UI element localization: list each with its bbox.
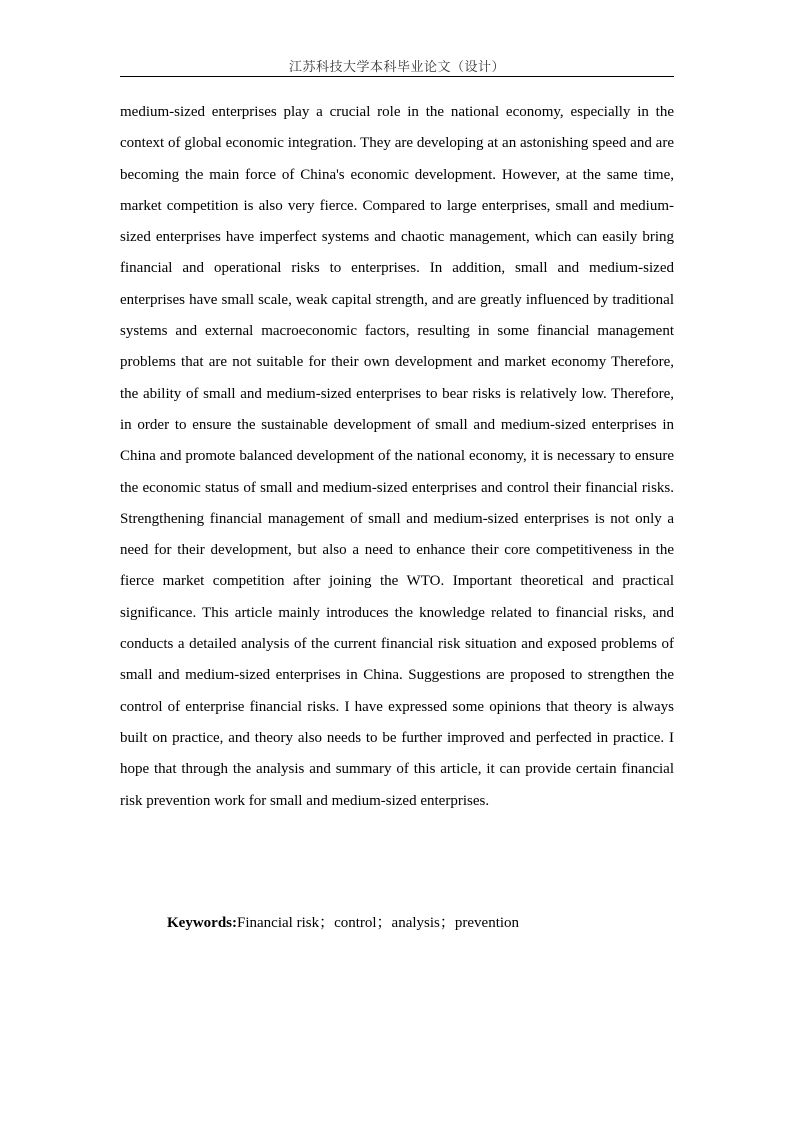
header-divider xyxy=(120,76,674,77)
running-header: 江苏科技大学本科毕业论文（设计） xyxy=(288,60,505,75)
keywords-label: Keywords: xyxy=(167,915,237,931)
keywords-value: Financial risk；control；analysis；prevention xyxy=(237,915,520,931)
abstract-paragraph: medium-sized enterprises play a crucial role in the national economy, especially in the context of global economic integration. They are developing at an astonishing speed and are becoming the main force of China's economic development. However, at the same time, market competition is also very fierce. Compared to large enterprises, small and medium-sized enterprises have imperfect systems and chaotic management, which can easily bring financial and operational risks to enterprises. In addition, small and medium-sized enterprises have small scale, weak capital strength, and are greatly influenced by traditional systems and external macroeconomic factors, resulting in some financial management problems that are not suitable for their own development and market economy Therefore, the ability of small and medium-sized enterprises to bear risks is relatively low. Therefore, in order to ensure the sustainable development of small and medium-sized enterprises in China and promote balanced development of the national economy, it is necessary to ensure the economic status of small and medium-sized enterprises and control their financial risks. Strengthening financial management of small and medium-sized enterprises is not only a need for their development, but also a need to enhance their core competitiveness in the fierce market competition after joining the WTO. Important theoretical and practical significance. This article mainly introduces the knowledge related to financial risks, and conducts a detailed analysis of the current financial risk situation and exposed problems of small and medium-sized enterprises in China. Suggestions are proposed to strengthen the control of enterprise financial risks. I have expressed some opinions that theory is always built on practice, and theory also needs to be further improved and perfected in practice. I hope that through the analysis and summary of this article, it can provide certain financial risk prevention work for small and medium-sized enterprises. xyxy=(120,104,674,809)
keywords-line xyxy=(167,908,674,939)
